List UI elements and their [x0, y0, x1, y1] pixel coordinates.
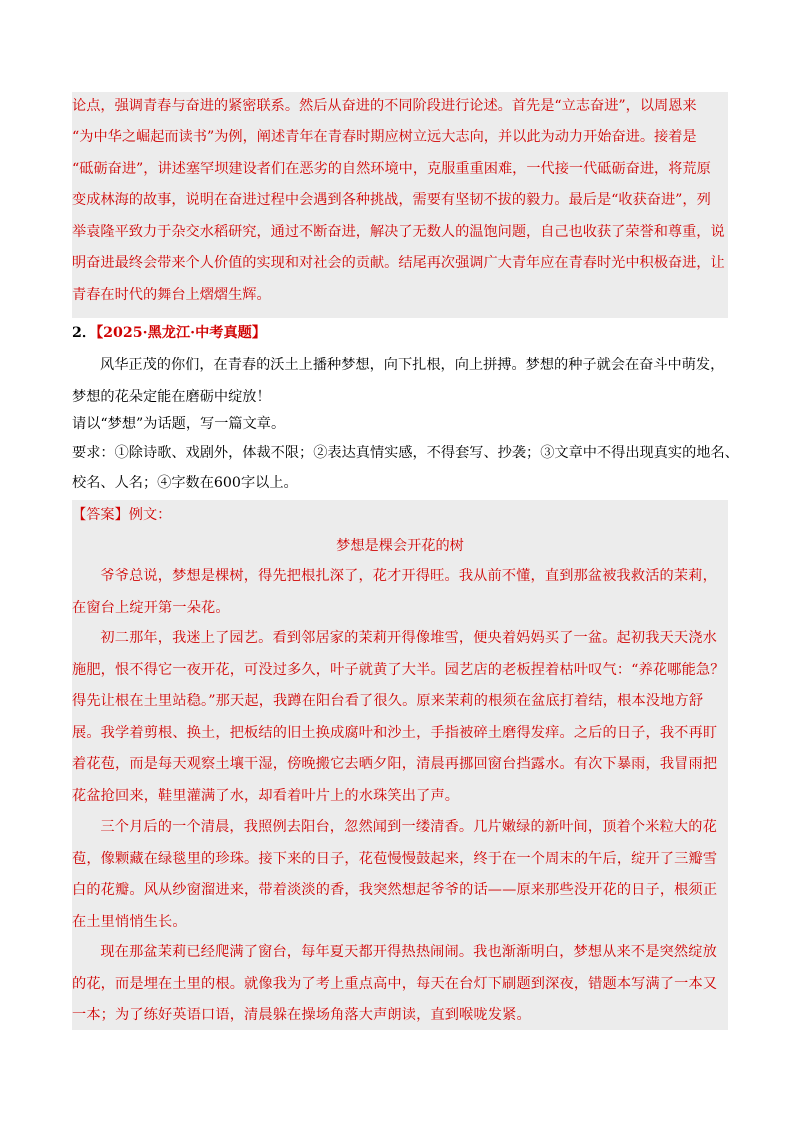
- essay-paragraph-4: 现在那盆茉莉已经爬满了窗台，每年夏天都开得热热闹闹。我也渐渐明白，梦想从来不是突然绽放的花，而是埋在土里的根。就像我为了考上重点高中，每天在台灯下刷题到深夜，错题本写满了一本又一本；为了练好英语口语，清晨躲在操场角落大声朗读，直到喉咙发紧。: [72, 944, 718, 1023]
- analysis-line-1: 论点，强调青春与奋进的紧密联系。然后从奋进的不同阶段进行论述。首先是“立志奋进”，以周恩来: [72, 98, 697, 114]
- essay-paragraph-1: 爷爷总说，梦想是棵树，得先把根扎深了，花才开得旺。我从前不懂，直到那盆被我救活的茉莉，在窗台上绽开第一朵花。: [72, 568, 717, 616]
- essay-title: 梦想是棵会开花的树: [336, 538, 464, 554]
- analysis-line-2: “为中华之崛起而读书”为例，阐述青年在青春时期应树立远大志向，并以此为动力开始奋进。接着是: [72, 129, 697, 145]
- analysis-line-5: 举袁隆平致力于杂交水稻研究，通过不断奋进，解决了无数人的温饱问题，自己也收获了荣誉和尊重，说: [72, 224, 725, 240]
- question-requirements-line-1: 要求：①除诗歌、戏剧外，体裁不限；②表达真情实感，不得套写、抄袭；③文章中不得出现真实的地名、: [72, 445, 739, 461]
- question-material-line-2: 梦想的花朵定能在磨砺中绽放！: [72, 389, 271, 405]
- question-requirements-line-2: 校名、人名；④字数在600字以上。: [72, 475, 298, 491]
- answer-label: 【答案】: [72, 507, 129, 523]
- analysis-line-7: 青春在时代的舞台上熠熠生辉。: [72, 287, 271, 303]
- analysis-line-4: 变成林海的故事，说明在奋进过程中会遇到各种挑战，需要有坚韧不拔的毅力。最后是“收获奋进”，列: [72, 192, 711, 208]
- question-number: 2．: [72, 325, 97, 341]
- answer-label-suffix: 例文：: [128, 507, 172, 523]
- essay-paragraph-3: 三个月后的一个清晨，我照例去阳台，忽然闻到一缕清香。几片嫩绿的新叶间，顶着个米粒大的花苞，像颗藏在绿毯里的珍珠。接下来的日子，花苞慢慢鼓起来，终于在一个周末的午后，绽开了三瓣雪白的花瓣。风从纱窗溜进来，带着淡淡的香，我突然想起爷爷的话——原来那些没开花的日子，根须正在土里悄悄生长。: [72, 819, 718, 930]
- question-prompt: 请以“梦想”为话题，写一篇文章。: [72, 416, 286, 432]
- question-header: [72, 323, 266, 343]
- question-source: 【2025·黑龙江·中考真题】: [96, 325, 267, 341]
- answer-label-row: [72, 505, 171, 525]
- analysis-line-6: 明奋进最终会带来个人价值的实现和对社会的贡献。结尾再次强调广大青年应在青春时光中积极奋进，让: [72, 255, 725, 271]
- essay-paragraph-2: 初二那年，我迷上了园艺。看到邻居家的茉莉开得像堆雪，便央着妈妈买了一盆。起初我天天浇水施肥，恨不得它一夜开花，可没过多久，叶子就黄了大半。园艺店的老板捏着枯叶叹气：“养花哪能急？得先让根在土里站稳。”那天起，我蹲在阳台看了很久。原来茉莉的根须在盆底打着结，根本没地方舒展。我学着剪根、换土，把板结的旧土换成腐叶和沙土，手指被碎土磨得发痒。之后的日子，我不再盯着花苞，而是每天观察土壤干湿，傍晚搬它去晒夕阳，清晨再挪回窗台挡露水。有次下暴雨，我冒雨把花盆抢回来，鞋里灌满了水，却看着叶片上的水珠笑出了声。: [72, 630, 725, 804]
- question-material-line-1: 风华正茂的你们，在青春的沃土上播种梦想，向下扎根，向上拼搏。梦想的种子就会在奋斗中萌发，: [100, 357, 725, 373]
- analysis-line-3: “砥砺奋进”，讲述塞罕坝建设者们在恶劣的自然环境中，克服重重困难，一代接一代砥砺奋进，将荒原: [72, 161, 711, 177]
